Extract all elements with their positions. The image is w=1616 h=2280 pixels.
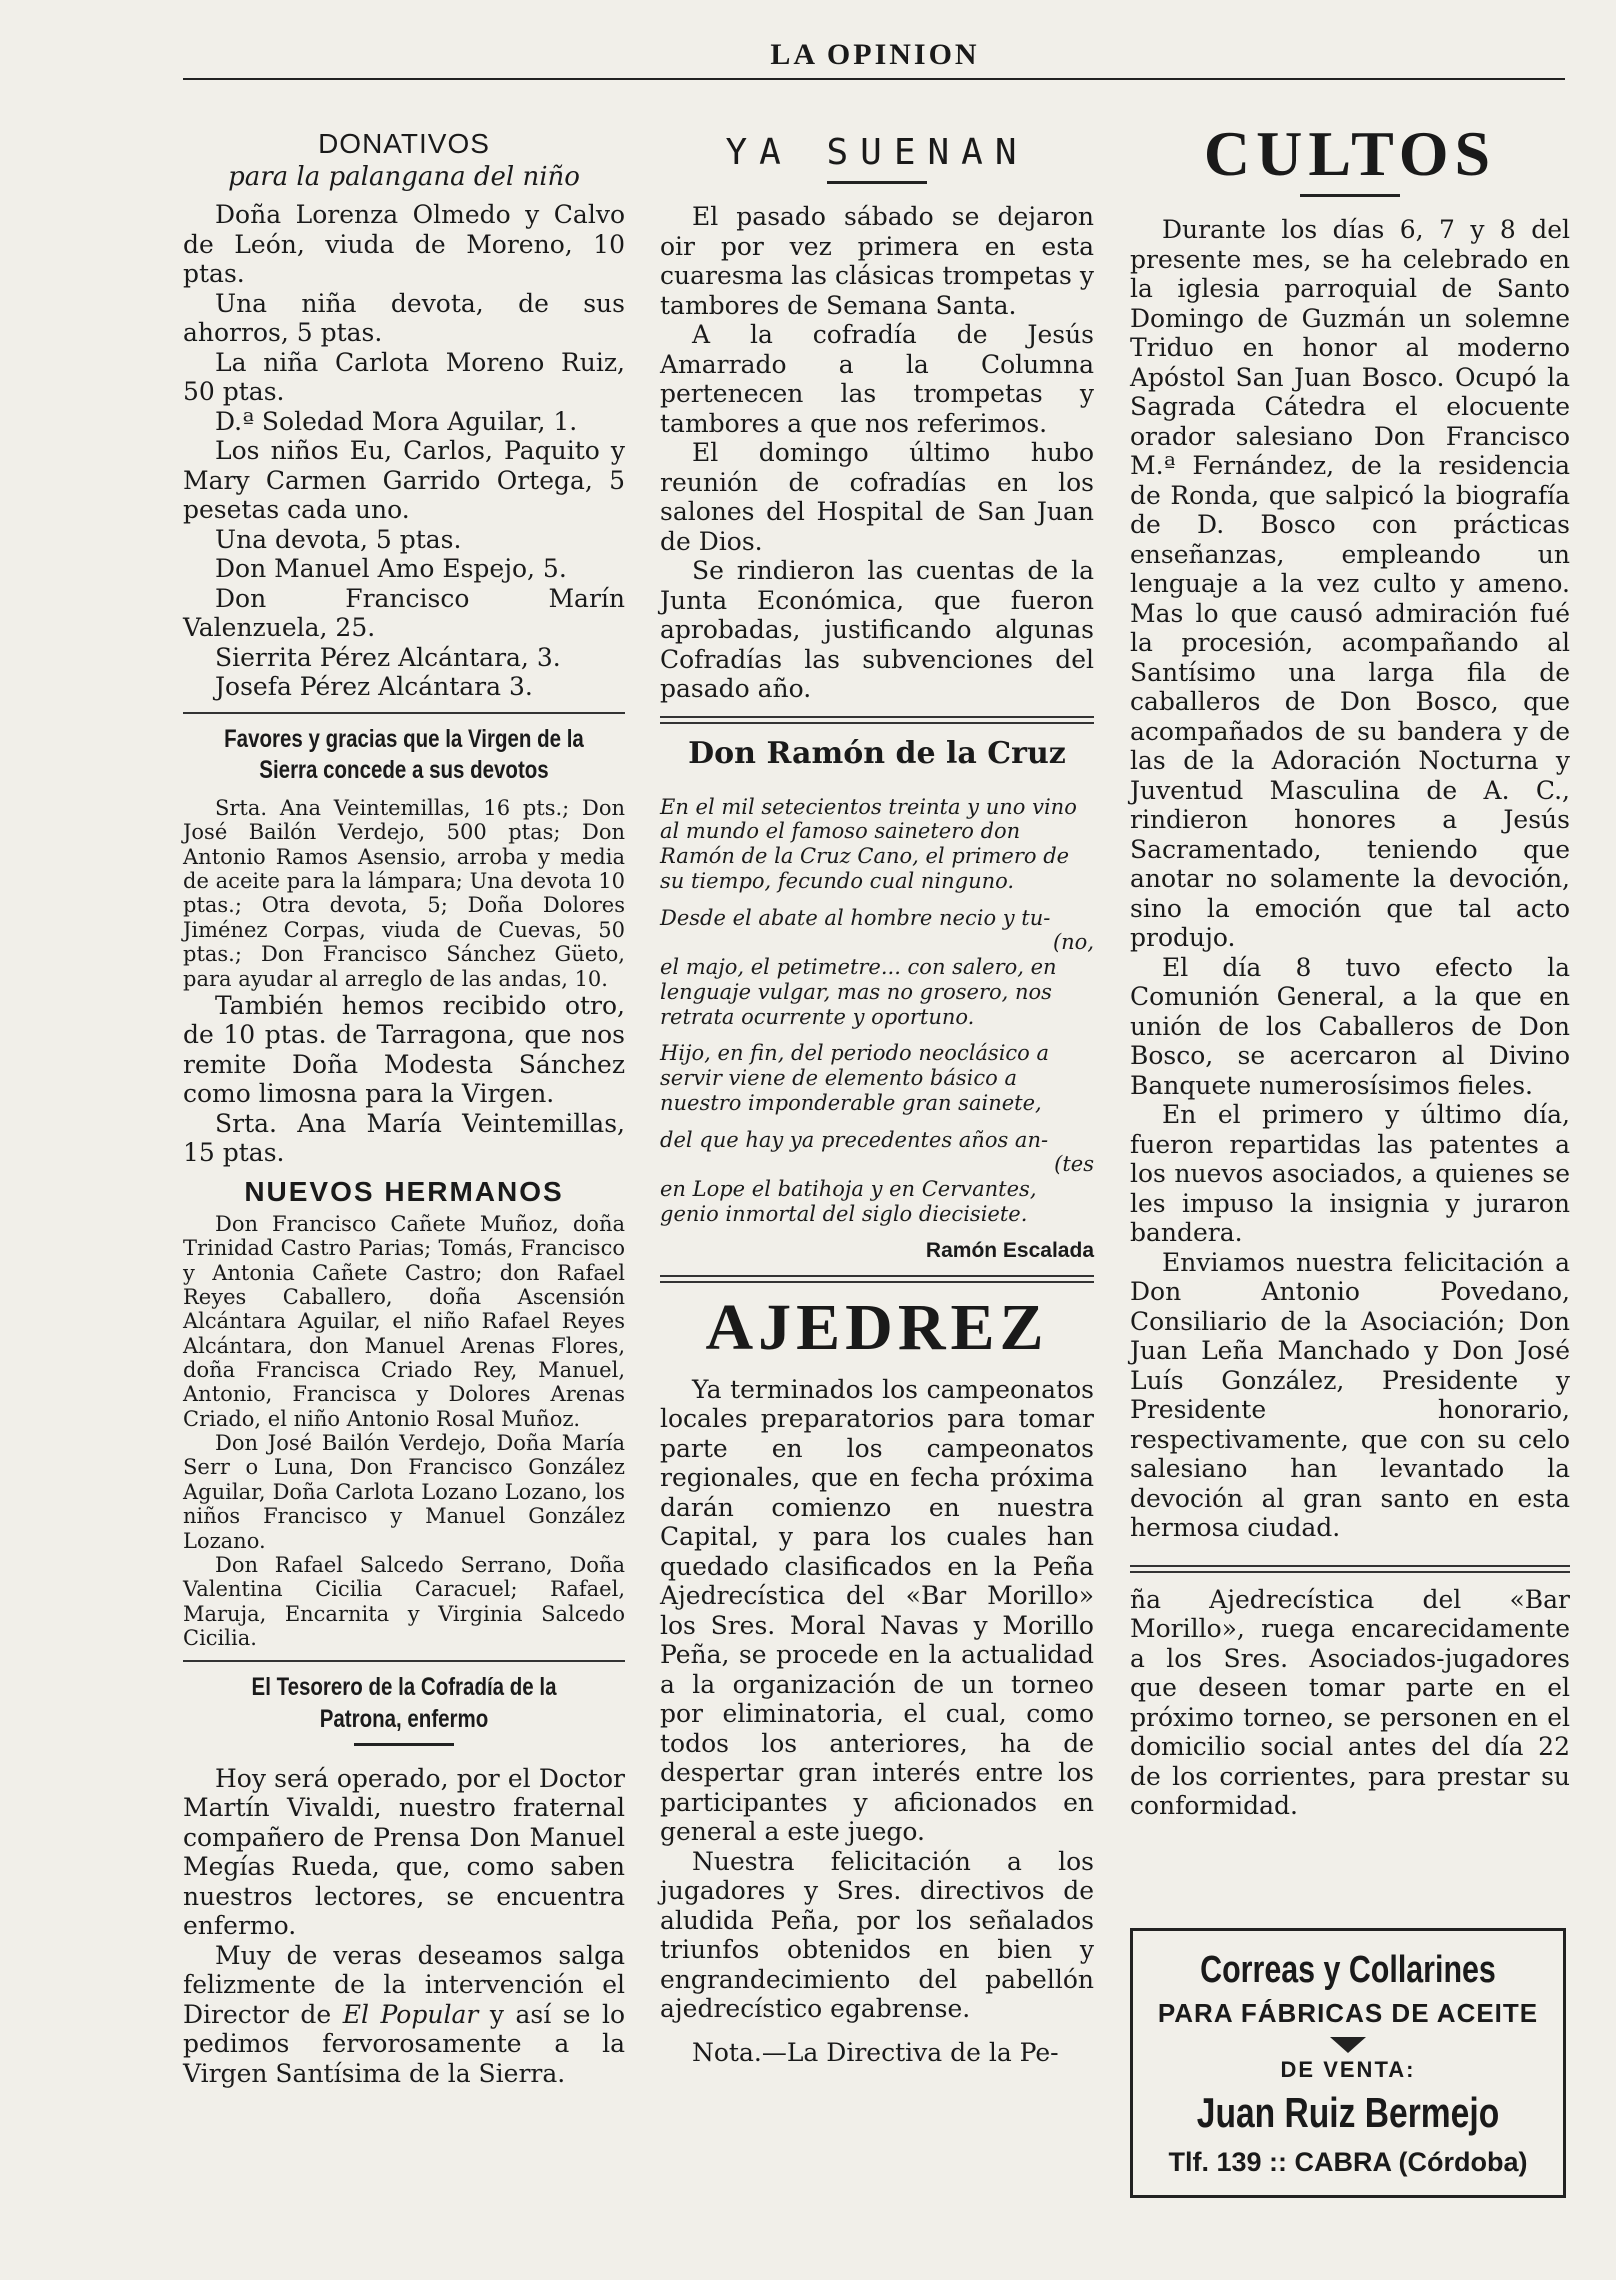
column-middle: [660, 110, 1094, 2067]
yasuenan-text: Se rindieron las cuentas de la Junta Económica, que fueron aprobadas, justificando algunas Cofradías las subvenciones del pasado año.: [660, 556, 1094, 703]
favores-text: Srta. Ana María Veintemillas, 15 ptas.: [183, 1108, 625, 1168]
hermanos-text: Don José Bailón Verdejo, Doña María Serr o Luna, Don Francisco González Aguilar, Doña Carlota Lozano Lozano, los niños Francisco y Manuel González Lozano.: [183, 1431, 625, 1553]
ad-seller: Juan Ruiz Bermejo: [1196, 2089, 1500, 2136]
favores-title: Favores y gracias que la Virgen de la Sierra concede a sus devotos: [224, 724, 584, 784]
column-left: [183, 110, 625, 2088]
donativo-item: Don Francisco Marín Valenzuela, 25.: [183, 583, 625, 642]
cultos-text: Enviamos nuestra felicitación a Don Antonio Povedano, Consiliario de la Asociación; Don Juan Leña Manchado y Don José Luís González, Presidente y Presidente honorario, respectivamente, que con su celo salesiano han levantado la devoción al gran santo en esta hermosa ciudad.: [1130, 1247, 1570, 1542]
title-underline: [827, 181, 927, 184]
advertisement-box: [1130, 1928, 1566, 2198]
cultos-title: CULTOS: [1203, 118, 1497, 189]
ad-label: DE VENTA:: [1280, 2057, 1416, 2082]
favores-text: Srta. Ana Veintemillas, 16 pts.; Don José Bailón Verdejo, 500 ptas; Don Antonio Ramos Asensio, arroba y media de aceite para la lámpara; Una devota 10 ptas.; Otra devota, 5; Doña Dolores Jiménez Corpas, viuda de Cuevas, 50 ptas.; Don Francisco Sánchez Güeto, para ayudar al arreglo de las andas, 10.: [183, 796, 625, 991]
ajedrez-text: Nota.—La Directiva de la Pe-: [692, 2037, 1059, 2067]
title-underline: [354, 1743, 454, 1746]
section-rule: [660, 716, 1094, 724]
yasuenan-text: El pasado sábado se dejaron oir por vez primera en esta cuaresma las clásicas trompetas y tambores de Semana Santa.: [660, 202, 1094, 320]
donativos-title: DONATIVOS: [318, 128, 490, 159]
donativo-item: Una niña devota, de sus ahorros, 5 ptas.: [183, 288, 625, 347]
ad-headline: Correas y Collarines: [1200, 1949, 1496, 1991]
donativos-subtitle: para la palangana del niño: [228, 162, 580, 192]
poem-signature: Ramón Escalada: [925, 1238, 1094, 1262]
section-rule: [183, 712, 625, 714]
masthead: LA OPINION: [770, 38, 980, 71]
poem-stanza: En el mil setecientos treinta y uno vino al mundo el famoso sainetero don Ramón de la Cruz Cano, el primero de su tiempo, fecundo cual ninguno.: [660, 794, 1077, 893]
ad-subheadline: PARA FÁBRICAS DE ACEITE: [1157, 1998, 1539, 2028]
tesorero-text: Hoy será operado, por el Doctor Martín Vivaldi, nuestro fraternal compañero de Prensa Don Manuel Megías Rueda, que, como saben nuestros lectores, se encuentra enfermo.: [183, 1763, 625, 1941]
title-underline: [1300, 194, 1400, 197]
hermanos-text: Don Francisco Cañete Muñoz, doña Trinidad Castro Parias; Tomás, Francisco y Antonia Cañete Castro; don Rafael Reyes Caballero, doña Ascensión Alcántara Aguilar, el niño Rafael Reyes Alcántara, don Manuel Arenas Flores, doña Francisca Criado Rey, Manuel, Antonio, Francisca y Dolores Arenas Criado, el niño Antonio Rosal Muñoz.: [183, 1211, 625, 1431]
hermanos-text: Don Rafael Salcedo Serrano, Doña Valentina Cicilia Caracuel; Rafael, Maruja, Encarnita y Virginia Salcedo Cicilia.: [183, 1552, 625, 1650]
yasuenan-text: El domingo último hubo reunión de cofradías en los salones del Hospital de San Juan de Dios.: [660, 438, 1094, 556]
poem-stanza: del que hay ya precedentes años an- (tes en Lope el batihoja y en Cervantes, genio inmortal del siglo diecisiete.: [660, 1127, 1094, 1226]
ad-contact: Tlf. 139 :: CABRA (Córdoba): [1168, 2147, 1528, 2177]
section-rule: [1130, 1565, 1570, 1573]
tesorero-text: Muy de veras deseamos salga felizmente de la intervención el Director de El Popular y así se lo pedimos fervorosamente a la Virgen Santísima de la Sierra.: [183, 1940, 626, 2088]
cultos-text: Durante los días 6, 7 y 8 del presente mes, se ha celebrado en la iglesia parroquial de Santo Domingo de Guzmán un solemne Triduo en honor al moderno Apóstol San Juan Bosco. Ocupó la Sagrada Cátedra el elocuente orador salesiano Don Francisco M.ª Fernández, de la residencia de Ronda, que salpicó la biografía de D. Bosco con prácticas enseñanzas, empleando un lenguaje a la vez culto y ameno. Mas lo que causó admiración fué la procesión, acompañando al Santísimo una larga fila de caballeros de Don Bosco, que acompañados de su bandera y de las de la Adoración Nocturna y Juventud Masculina de A. C., rindieron honores a Jesús Sacramentado, teniendo que anotar no solamente la devoción, sino la emoción que tal acto produjo.: [1130, 215, 1570, 952]
ajedrez-continuation: ña Ajedrecística del «Bar Morillo», ruega encarecidamente a los Sres. Asociados-jugadores que deseen tomar parte en el próximo torneo, se personen en el domicilio social antes del día 22 de los corrientes, para prestar su conformidad.: [1130, 1584, 1570, 1820]
donativo-item: Don Manuel Amo Espejo, 5.: [215, 554, 567, 583]
ajedrez-text: Nuestra felicitación a los jugadores y Sres. directivos de aludida Peña, por los señalados triunfos obtenidos en bien y engrandecimiento del pabellón ajedrecístico egabrense.: [660, 1846, 1094, 2024]
hermanos-title: NUEVOS HERMANOS: [244, 1175, 564, 1207]
down-arrow-icon: [1330, 2037, 1366, 2053]
yasuenan-text: A la cofradía de Jesús Amarrado a la Columna pertenecen las trompetas y tambores a que nos referimos.: [660, 320, 1094, 438]
cultos-text: El día 8 tuvo efecto la Comunión General, a la que en unión de los Caballeros de Don Bosco, se acercaron al Divino Banquete numerosísimos fieles.: [1130, 952, 1570, 1100]
ajedrez-title: AJEDREZ: [705, 1290, 1049, 1364]
poem-stanza: Hijo, en fin, del periodo neoclásico a servir viene de elemento básico a nuestro imponderable gran sainete,: [660, 1041, 1050, 1115]
donativo-item: Los niños Eu, Carlos, Paquito y Mary Carmen Garrido Ortega, 5 pesetas cada uno.: [183, 436, 625, 524]
donativo-item: Josefa Pérez Alcántara 3.: [215, 672, 533, 701]
donativo-item: Sierrita Pérez Alcántara, 3.: [215, 642, 561, 672]
ramon-title: Don Ramón de la Cruz: [688, 735, 1066, 771]
cultos-text: En el primero y último día, fueron repartidas las patentes a los nuevos asociados, a quienes se les impuso la insignia y juraron bandera.: [1130, 1100, 1570, 1247]
masthead-rule: [183, 78, 1565, 80]
yasuenan-title: YA SUENAN: [725, 132, 1029, 173]
poem-stanza: Desde el abate al hombre necio y tu- (no, el majo, el petimetre... con salero, en lenguaje vulgar, mas no grosero, nos retrata ocurrente y oportuno.: [660, 905, 1094, 1029]
donativo-item: Una devota, 5 ptas.: [215, 524, 462, 554]
donativo-item: Doña Lorenza Olmedo y Calvo de León, viuda de Moreno, 10 ptas.: [183, 200, 625, 288]
section-rule: [183, 1660, 625, 1662]
column-right: [1130, 110, 1570, 1821]
tesorero-title: El Tesorero de la Cofradía de la Patrona, enfermo: [251, 1673, 557, 1733]
donativo-item: D.ª Soledad Mora Aguilar, 1.: [215, 406, 578, 436]
donativo-item: La niña Carlota Moreno Ruiz, 50 ptas.: [183, 347, 625, 406]
favores-text: También hemos recibido otro, de 10 ptas. de Tarragona, que nos remite Doña Modesta Sánchez como limosna para la Virgen.: [183, 990, 625, 1109]
ajedrez-text: Ya terminados los campeonatos locales preparatorios para tomar parte en los campeonatos regionales, que en fecha próxima darán comienzo en nuestra Capital, y para los cuales han quedado clasificados en la Peña Ajedrecística del «Bar Morillo» los Sres. Moral Navas y Morillo Peña, se procede en la actualidad a la organización de un torneo por eliminatoria, el cual, como todos los anteriores, ha de despertar gran interés entre los participantes y aficionados en general a este juego.: [660, 1374, 1094, 1847]
section-rule: [660, 1275, 1094, 1283]
